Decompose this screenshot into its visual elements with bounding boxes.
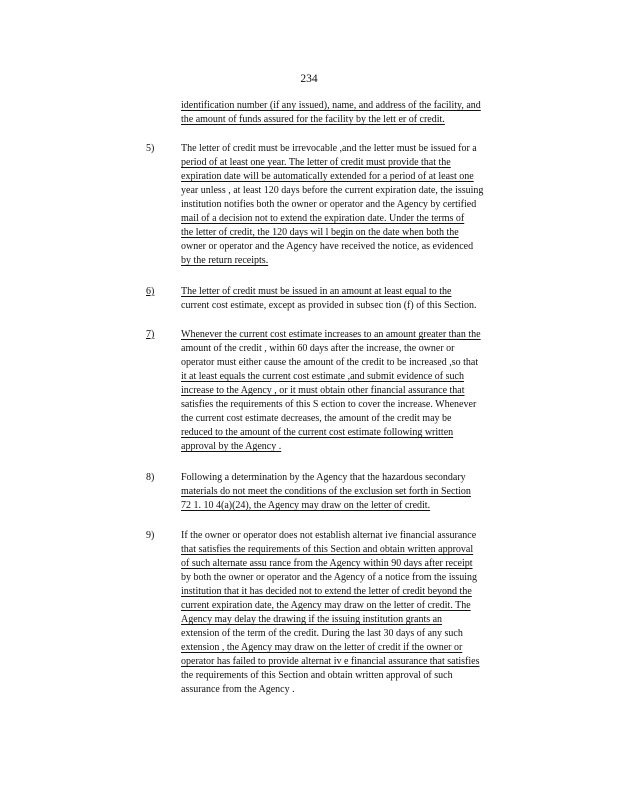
- page-number: 234: [300, 73, 318, 85]
- paragraph-number: 8): [146, 472, 155, 483]
- text-line: of such alternate assu rance from the Agency within 90 days after receipt: [181, 558, 473, 569]
- text-line: it at least equals the current cost estimate ,and submit evidence of such: [181, 371, 464, 382]
- text-line: expiration date will be automatically extended for a period of at least one: [181, 171, 474, 182]
- text-line: institution that it has decided not to extend the letter of credit beyond the: [181, 586, 472, 597]
- text-line: operator must either cause the amount of the credit to be increased ,so that: [181, 357, 479, 368]
- text-line: The letter of credit must be irrevocable ,and the letter must be issued for a: [181, 143, 477, 154]
- text-line: operator has failed to provide alternat iv e financial assurance that satisfies: [181, 656, 480, 667]
- text-line: period of at least one year. The letter of credit must provide that the: [181, 157, 451, 168]
- text-line: reduced to the amount of the current cost estimate following written: [181, 427, 454, 438]
- text-line: materials do not meet the conditions of the exclusion set forth in Section: [181, 486, 471, 497]
- text-line: extension , the Agency may draw on the letter of credit if the owner or: [181, 642, 463, 653]
- text-line: The letter of credit must be issued in an amount at least equal to the: [181, 286, 452, 297]
- paragraph-number: 7): [146, 329, 155, 340]
- text-line: the amount of funds assured for the facility by the lett er of credit.: [181, 114, 445, 125]
- text-line: amount of the credit , within 60 days after the increase, the owner or: [181, 343, 455, 354]
- text-line: current cost estimate, except as provided in subsec tion (f) of this Section.: [181, 300, 477, 311]
- text-line: satisfies the requirements of this S ection to cover the increase. Whenever: [181, 399, 477, 410]
- text-line: Following a determination by the Agency that the hazardous secondary: [181, 472, 466, 483]
- paragraph-number: 9): [146, 530, 155, 541]
- text-line: mail of a decision not to extend the expiration date. Under the terms of: [181, 213, 465, 224]
- text-line: increase to the Agency , or it must obtain other financial assurance that: [181, 385, 465, 396]
- text-line: 72 1. 10 4(a)(24), the Agency may draw on the letter of credit.: [181, 500, 431, 511]
- paragraph-number: 6): [146, 286, 155, 297]
- paragraph-number: 5): [146, 143, 155, 154]
- text-line: that satisfies the requirements of this Section and obtain written approval: [181, 544, 474, 555]
- text-line: extension of the term of the credit. During the last 30 days of any such: [181, 628, 463, 639]
- text-line: year unless , at least 120 days before the current expiration date, the issuing: [181, 185, 484, 196]
- text-line: current expiration date, the Agency may draw on the letter of credit. The: [181, 600, 471, 611]
- text-line: by both the owner or operator and the Agency of a notice from the issuing: [181, 572, 478, 583]
- text-line: the current cost estimate decreases, the amount of the credit may be: [181, 413, 452, 424]
- text-line: the letter of credit, the 120 days wil l begin on the date when both the: [181, 227, 459, 238]
- text-line: identification number (if any issued), name, and address of the facility, and: [181, 100, 481, 111]
- text-line: approval by the Agency .: [181, 441, 282, 452]
- text-line: owner or operator and the Agency have received the notice, as evidenced: [181, 241, 474, 252]
- text-line: the requirements of this Section and obtain written approval of such: [181, 670, 453, 681]
- text-line: Whenever the current cost estimate increases to an amount greater than the: [181, 329, 481, 340]
- text-line: by the return receipts.: [181, 255, 269, 266]
- text-line: If the owner or operator does not establish alternat ive financial assurance: [181, 530, 477, 541]
- text-line: institution notifies both the owner or operator and the Agency by certified: [181, 199, 477, 210]
- text-line: assurance from the Agency .: [181, 684, 295, 695]
- text-line: Agency may delay the drawing if the issuing institution grants an: [181, 614, 443, 625]
